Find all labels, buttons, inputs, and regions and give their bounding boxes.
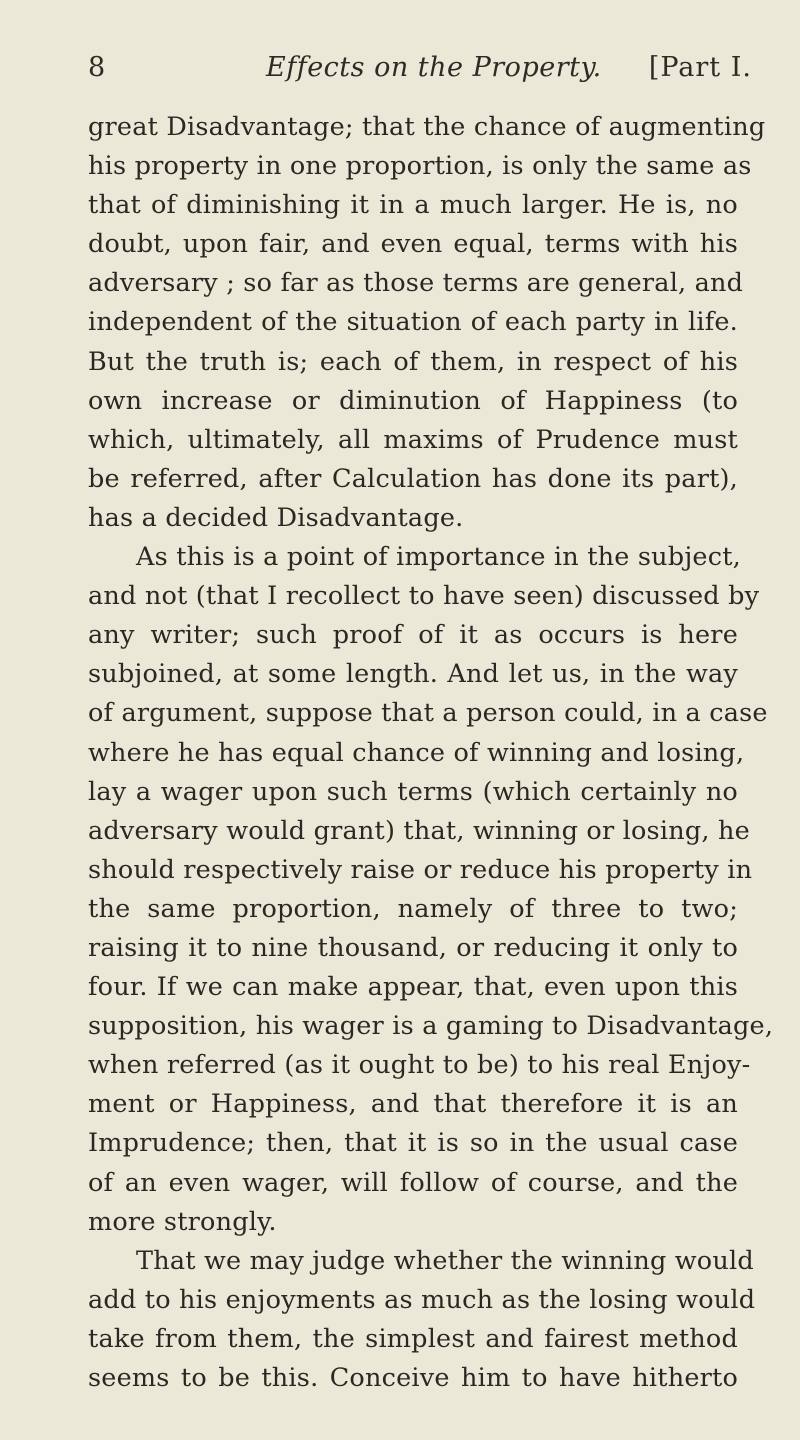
text-line: own increase or diminution of Happiness (to [88, 385, 738, 416]
text-line: subjoined, at some length. And let us, in the way [88, 659, 738, 690]
paragraph [88, 538, 774, 1242]
text-line: and not (that I recollect to have seen) discussed by [88, 581, 760, 612]
paragraph [88, 1242, 756, 1398]
text-line: As this is a point of importance in the subject, [136, 542, 741, 573]
text-line: great Disadvantage; that the chance of augmenting [88, 112, 766, 142]
paragraph [88, 108, 766, 538]
text-line: which, ultimately, all maxims of Prudence must [88, 424, 738, 455]
text-line: adversary would grant) that, winning or losing, he [88, 815, 750, 846]
text-line: ment or Happiness, and that therefore it is an [88, 1089, 738, 1120]
text-line: That we may judge whether the winning would [136, 1245, 754, 1276]
text-line: more strongly. [88, 1206, 277, 1237]
text-line: should respectively raise or reduce his property in [88, 854, 753, 885]
text-line: take from them, the simplest and fairest method [88, 1323, 738, 1354]
text-line: But the truth is; each of them, in respect of his [88, 346, 738, 377]
text-line: his property in one proportion, is only the same as [88, 151, 752, 182]
text-line: has a decided Disadvantage. [88, 502, 464, 533]
text-line: that of diminishing it in a much larger. He is, no [88, 190, 738, 221]
text-line: the same proportion, namely of three to two; [88, 893, 738, 924]
text-line: independent of the situation of each party in life. [88, 307, 738, 338]
running-title: Effects on the Property. [266, 52, 602, 83]
part-marker: [Part I. [648, 52, 752, 83]
text-line: Imprudence; then, that it is so in the usual case [88, 1128, 738, 1159]
running-header [88, 52, 752, 92]
text-line: any writer; such proof of it as occurs is here [88, 620, 738, 651]
text-line: where he has equal chance of winning and losing, [88, 737, 745, 768]
text-line: when referred (as it ought to be) to his real Enjoy- [88, 1050, 751, 1081]
text-line: supposition, his wager is a gaming to Disadvantage, [88, 1011, 774, 1042]
text-line: four. If we can make appear, that, even upon this [88, 972, 738, 1003]
text-line: adversary ; so far as those terms are general, and [88, 268, 744, 299]
text-line: add to his enjoyments as much as the losing would [88, 1284, 756, 1315]
text-line: of argument, suppose that a person could, in a case [88, 698, 768, 729]
text-line: raising it to nine thousand, or reducing it only to [88, 932, 738, 963]
text-line: be referred, after Calculation has done its part), [88, 463, 738, 494]
text-line: doubt, upon fair, and even equal, terms with his [88, 229, 738, 260]
text-line: seems to be this. Conceive him to have hitherto [88, 1363, 738, 1393]
text-line: lay a wager upon such terms (which certainly no [88, 776, 738, 807]
body-text [88, 108, 774, 1398]
text-line: of an even wager, will follow of course, and the [88, 1167, 738, 1198]
page-number: 8 [88, 52, 106, 83]
